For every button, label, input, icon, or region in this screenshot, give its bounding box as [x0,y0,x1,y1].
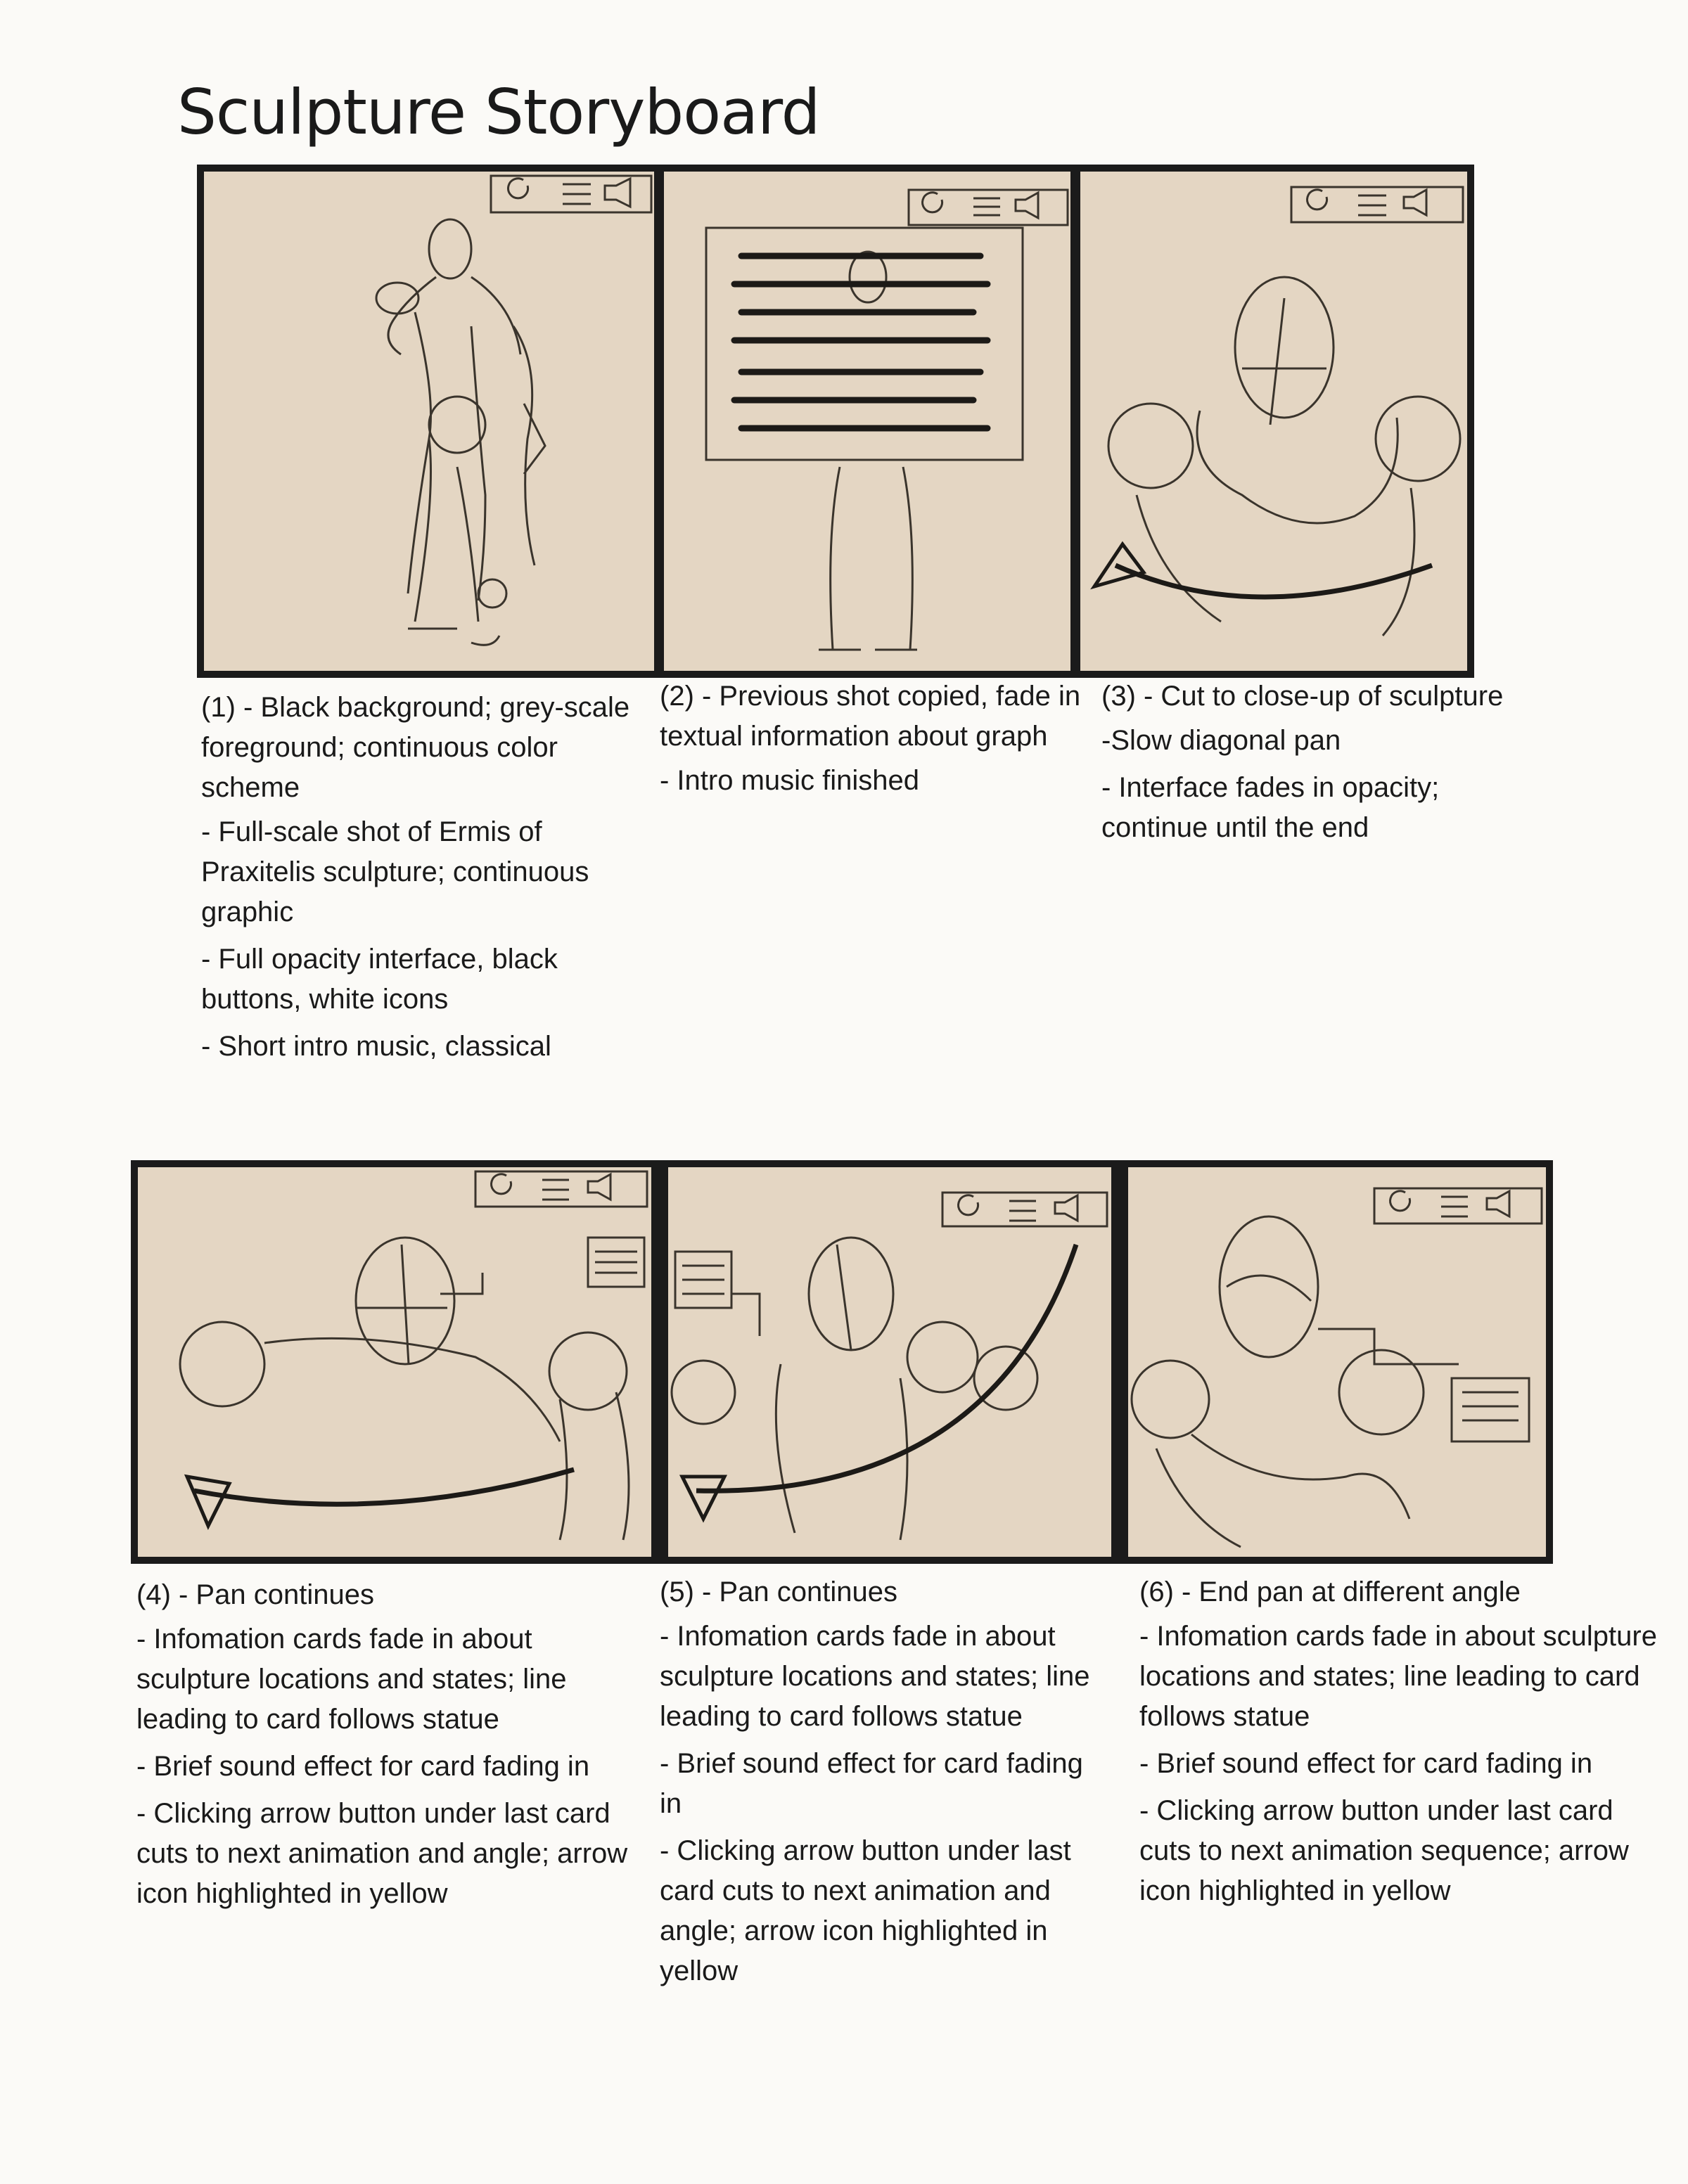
panel-1-line-3: - Full opacity interface, black buttons, white icons [201,944,558,1015]
panel-6-line-4: - Clicking arrow button under last card cuts to next animation sequence; arrow icon highlighted in yellow [1139,1795,1629,1906]
panel-5-sketch [668,1167,1111,1557]
panel-3-line-1: (3) - Cut to close-up of sculpture [1101,681,1504,712]
sketch-pan-card-left-icon [668,1167,1111,1557]
panel-4-sketch [138,1167,651,1557]
sketch-end-pan-icon [1128,1167,1546,1557]
panel-5-line-4: - Clicking arrow button under last card cuts to next animation and angle; arrow icon highlighted in yellow [660,1835,1071,1986]
sketch-pan-card-right-icon [138,1167,651,1557]
panel-3-caption [1101,676,1552,855]
panel-2-caption [660,676,1096,808]
panel-4-line-1: (4) - Pan continues [136,1579,374,1610]
panel-5-line-2: - Infomation cards fade in about sculpture locations and states; line leading to card follows statue [660,1621,1090,1732]
sketch-text-overlay-icon [664,172,1070,671]
sketch-closeup-icon [1080,172,1467,671]
panel-3-sketch [1080,172,1467,671]
sketch-full-figure-icon [204,172,654,671]
panel-3-line-3: - Interface fades in opacity; continue until the end [1101,772,1440,843]
storyboard-row-bottom [131,1160,1553,1564]
page-title: Sculpture Storyboard [177,76,820,148]
panel-5-line-1: (5) - Pan continues [660,1576,897,1607]
panel-1-line-2: - Full-scale shot of Ermis of Praxitelis sculpture; continuous graphic [201,816,589,927]
panel-6-line-3: - Brief sound effect for card fading in [1139,1748,1593,1779]
panel-6-caption [1139,1572,1660,1918]
panel-2-sketch [664,172,1070,671]
panel-4-caption [136,1575,629,1921]
panel-1-sketch [204,172,654,671]
panel-4-line-2: - Infomation cards fade in about sculpture locations and states; line leading to card follows statue [136,1624,567,1735]
panel-6-line-2: - Infomation cards fade in about sculpture locations and states; line leading to card follows statue [1139,1621,1657,1732]
panel-6-sketch [1128,1167,1546,1557]
panel-5-line-3: - Brief sound effect for card fading in [660,1748,1083,1819]
panel-4-line-3: - Brief sound effect for card fading in [136,1751,590,1782]
panel-4-line-4: - Clicking arrow button under last card cuts to next animation and angle; arrow icon highlighted in yellow [136,1798,628,1909]
panel-3-line-2: -Slow diagonal pan [1101,725,1341,756]
panel-1-caption [201,688,651,1074]
panel-1-line-1: (1) - Black background; grey-scale foreground; continuous color scheme [201,692,630,803]
panel-6-line-1: (6) - End pan at different angle [1139,1576,1521,1607]
panel-2-line-2: - Intro music finished [660,765,920,796]
storyboard-row-top [197,165,1474,678]
panel-2-line-1: (2) - Previous shot copied, fade in textual information about graph [660,681,1081,752]
panel-5-caption [660,1572,1110,1998]
panel-1-line-4: - Short intro music, classical [201,1031,551,1062]
